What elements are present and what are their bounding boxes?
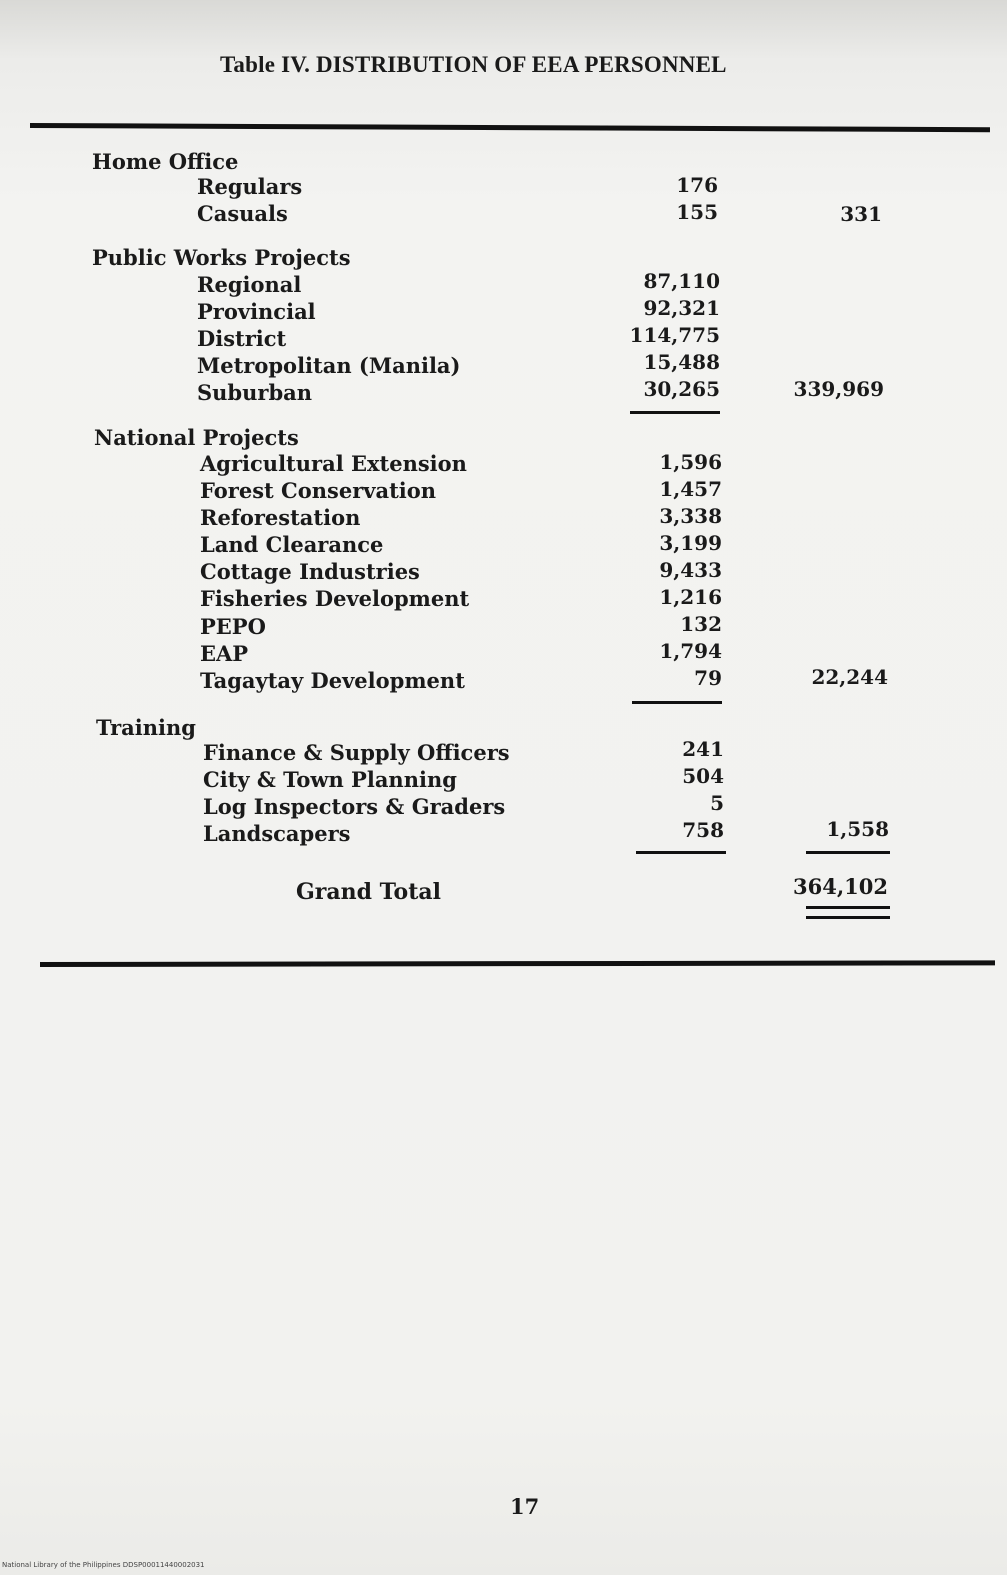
section-subtotal: 331 [840,202,882,226]
item-value: 132 [680,612,722,636]
item-value: 79 [694,666,722,690]
item-label: Cottage Industries [200,559,420,584]
subtotal-rule [636,851,726,854]
item-value: 241 [682,737,724,761]
item-value: 3,199 [659,531,722,555]
item-label: Metropolitan (Manila) [197,353,461,378]
item-label: Finance & Supply Officers [203,740,510,765]
item-label: Land Clearance [200,532,384,557]
item-label: Fisheries Development [200,586,470,611]
item-label: Casuals [197,201,288,226]
table-title: Table IV. DISTRIBUTION OF EEA PERSONNEL [220,52,727,77]
item-label: Log Inspectors & Graders [203,794,506,819]
item-value: 92,321 [643,296,720,320]
item-value: 1,794 [659,639,722,663]
item-value: 87,110 [643,269,720,293]
item-value: 504 [682,764,724,788]
library-footer: National Library of the Philippines DDSP00011440002031 [2,1561,205,1569]
page-number: 17 [510,1494,540,1519]
item-value: 758 [682,818,724,842]
grand-total-double-rule-top [806,906,890,909]
item-label: District [197,326,287,351]
item-value: 30,265 [643,377,720,401]
item-value: 155 [676,200,718,224]
subtotal-rule [806,851,890,854]
section-public-works: Public Works Projects [92,245,351,270]
section-home-office: Home Office [92,149,239,174]
subtotal-rule [632,701,722,704]
subtotal-rule [630,411,720,414]
section-training: Training [96,715,196,740]
section-subtotal: 1,558 [826,817,889,841]
item-label: Forest Conservation [200,478,437,503]
item-label: Regulars [197,174,303,199]
section-national-projects: National Projects [94,425,299,450]
item-label: City & Town Planning [203,767,457,792]
section-subtotal: 339,969 [793,377,884,401]
item-label: Tagaytay Development [200,668,465,693]
item-label: PEPO [200,614,266,639]
item-label: Reforestation [200,505,361,530]
item-value: 114,775 [629,323,720,347]
item-label: Agricultural Extension [200,451,467,476]
item-value: 5 [710,791,724,815]
item-label: Provincial [197,299,316,324]
item-label: Regional [197,272,302,297]
item-value: 15,488 [643,350,720,374]
grand-total-label: Grand Total [296,879,441,905]
item-label: Landscapers [203,821,351,846]
item-value: 3,338 [659,504,722,528]
item-value: 1,216 [659,585,722,609]
item-label: Suburban [197,380,313,405]
item-value: 1,596 [659,450,722,474]
item-value: 1,457 [659,477,722,501]
section-subtotal: 22,244 [811,665,888,689]
item-value: 9,433 [659,558,722,582]
item-label: EAP [200,641,249,666]
grand-total-double-rule-bottom [806,916,890,919]
item-value: 176 [676,173,718,197]
grand-total-value: 364,102 [793,874,888,899]
